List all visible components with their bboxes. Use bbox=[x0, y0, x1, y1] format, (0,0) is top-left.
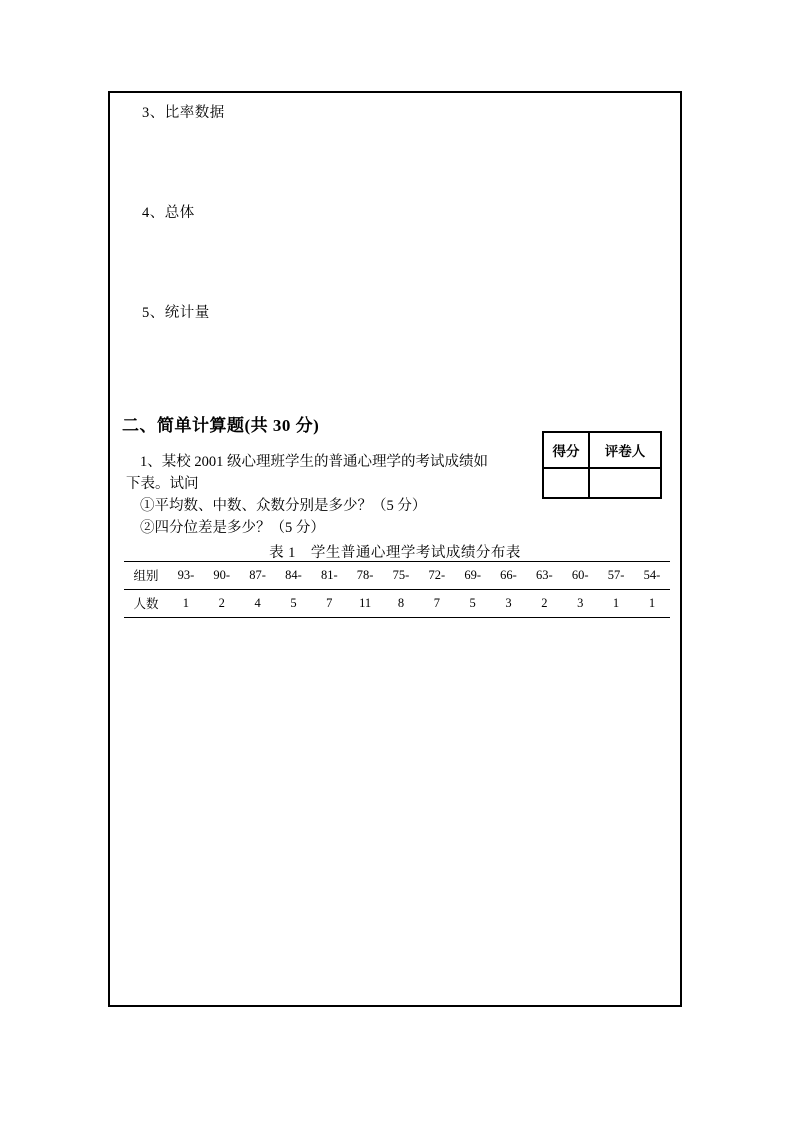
table-row bbox=[124, 562, 670, 590]
table-cell-group: 75- bbox=[383, 562, 419, 590]
table-cell-count: 7 bbox=[419, 590, 455, 618]
section-one-item-3: 3、比率数据 bbox=[142, 105, 225, 121]
table-cell-group: 69- bbox=[455, 562, 491, 590]
table-cell-group: 60- bbox=[562, 562, 598, 590]
table-cell-count: 1 bbox=[634, 590, 670, 618]
table-cell-group: 66- bbox=[491, 562, 527, 590]
frequency-table bbox=[124, 561, 670, 644]
table-cell-count: 1 bbox=[168, 590, 204, 618]
score-box-value-row bbox=[544, 469, 660, 497]
grader-label: 评卷人 bbox=[604, 444, 646, 459]
table-cell-group: 54- bbox=[634, 562, 670, 590]
table-cell-count: 7 bbox=[311, 590, 347, 618]
table-cell-count: 3 bbox=[491, 590, 527, 618]
table-cell-group: 72- bbox=[419, 562, 455, 590]
table-bottom-cell bbox=[124, 618, 670, 645]
question-1-line-1: 1、某校 2001 级心理班学生的普通心理学的考试成绩如 bbox=[140, 454, 488, 470]
exam-paper-frame bbox=[108, 91, 682, 1007]
row-label-counts: 人数 bbox=[124, 590, 168, 618]
score-box bbox=[542, 431, 662, 499]
table-cell-count: 5 bbox=[276, 590, 312, 618]
table-cell-count: 11 bbox=[347, 590, 383, 618]
table-cell-count: 1 bbox=[598, 590, 634, 618]
row-label-groups: 组别 bbox=[124, 562, 168, 590]
section-one-item-4: 4、总体 bbox=[142, 205, 195, 221]
table-cell-count: 3 bbox=[562, 590, 598, 618]
table-cell-count: 5 bbox=[455, 590, 491, 618]
table-cell-count: 2 bbox=[204, 590, 240, 618]
score-value[interactable] bbox=[544, 469, 590, 497]
table-cell-group: 84- bbox=[276, 562, 312, 590]
table-bottom-rule bbox=[124, 618, 670, 645]
table-cell-group: 90- bbox=[204, 562, 240, 590]
table-cell-count: 2 bbox=[526, 590, 562, 618]
table-cell-group: 87- bbox=[240, 562, 276, 590]
table-row bbox=[124, 590, 670, 618]
table-cell-count: 8 bbox=[383, 590, 419, 618]
exam-content bbox=[110, 93, 680, 1005]
table-cell-group: 63- bbox=[526, 562, 562, 590]
table-cell-group: 81- bbox=[311, 562, 347, 590]
table-cell-group: 57- bbox=[598, 562, 634, 590]
question-1-line-2: 下表。试问 bbox=[126, 476, 199, 492]
grader-value[interactable] bbox=[590, 469, 660, 497]
question-1-line-4: ②四分位差是多少？（5 分） bbox=[140, 520, 325, 536]
section-one-item-5: 5、统计量 bbox=[142, 305, 210, 321]
section-two-heading: 二、简单计算题(共 30 分) bbox=[122, 416, 320, 435]
table-cell-group: 78- bbox=[347, 562, 383, 590]
table-caption: 表 1 学生普通心理学考试成绩分布表 bbox=[269, 545, 521, 561]
question-1 bbox=[126, 451, 530, 539]
table-cell-group: 93- bbox=[168, 562, 204, 590]
score-box-header-row bbox=[544, 433, 660, 469]
score-label: 得分 bbox=[544, 433, 590, 467]
question-1-line-3: ①平均数、中数、众数分别是多少？（5 分） bbox=[140, 498, 427, 514]
table-cell-count: 4 bbox=[240, 590, 276, 618]
